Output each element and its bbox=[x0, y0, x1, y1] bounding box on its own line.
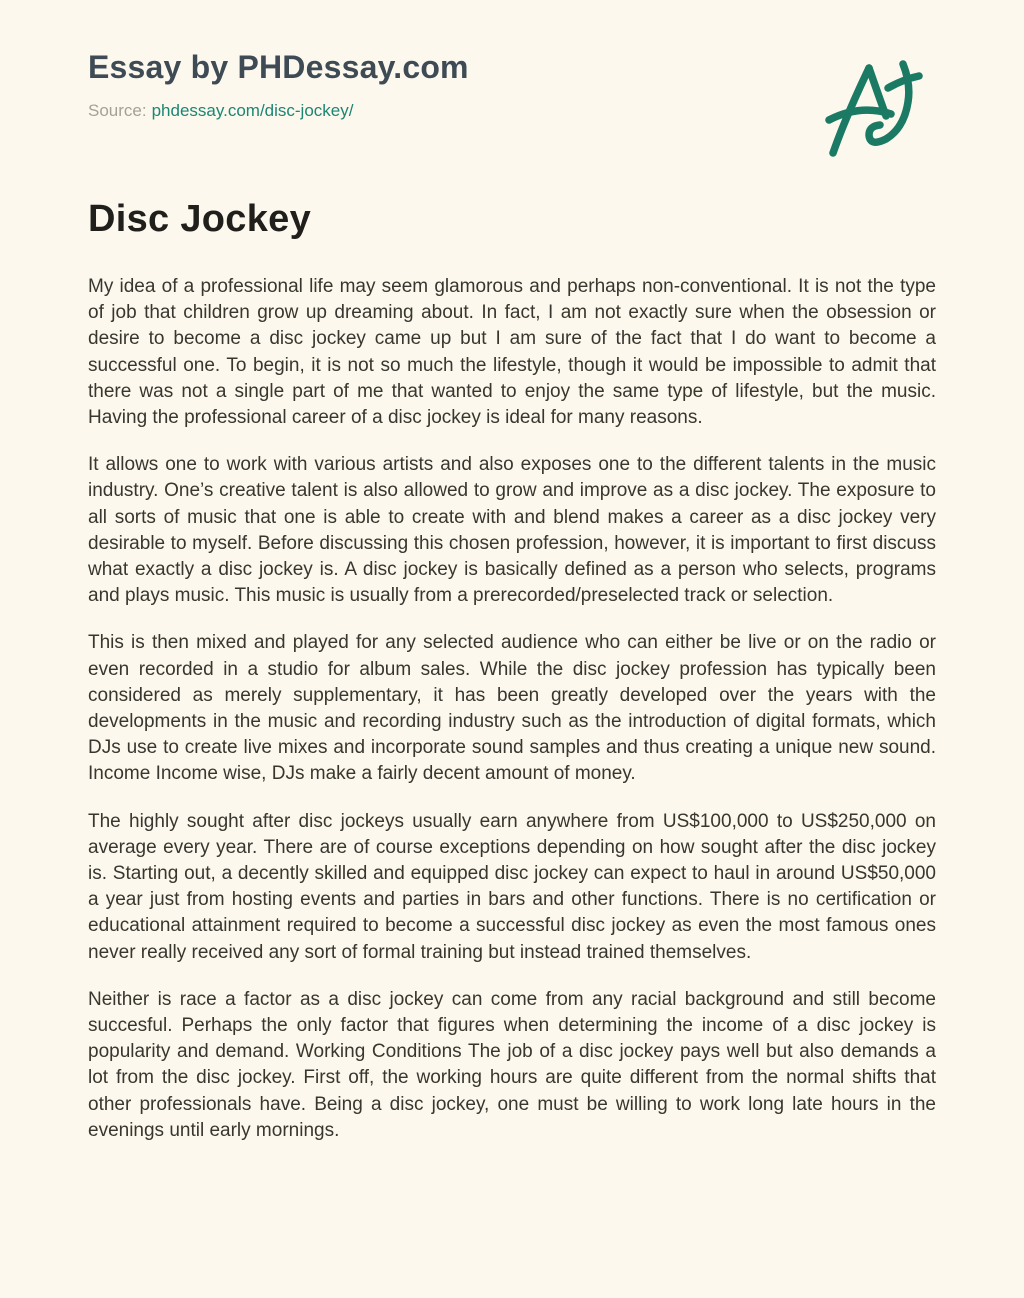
page-title: Disc Jockey bbox=[88, 198, 312, 240]
essay-paragraph-2: It allows one to work with various artists and also exposes one to the different talents in the music industry. One’s creative talent is also allowed to grow and improve as a disc jockey. The exposure to all sorts of music that one is able to create with and blend makes a career as a disc jockey very desirable to myself. Before discussing this chosen profession, however, it is important to first discuss what exactly a disc jockey is. A disc jockey is basically defined as a person who selects, programs and plays music. This music is usually from a prerecorded/preselected track or selection. bbox=[88, 454, 936, 607]
essay-paragraph-1: My idea of a professional life may seem glamorous and perhaps non-conventional. It is not the type of job that children grow up dreaming about. In fact, I am not exactly sure when the obsession or desire to become a disc jockey came up but I am sure of the fact that I do want to become a successful one. To begin, it is not so much the lifestyle, though it would be impossible to admit that there was not a single part of me that wanted to enjoy the same type of lifestyle, but the music. Having the professional career of a disc jockey is ideal for many reasons. bbox=[88, 276, 936, 429]
a-plus-logo-icon bbox=[824, 58, 928, 162]
page-header bbox=[88, 48, 936, 122]
essay-paragraph-3: This is then mixed and played for any selected audience who can either be live or on the radio or even recorded in a studio for album sales. While the disc jockey profession has typically been considered as merely supplementary, it has been greatly developed over the years with the developments in the music and recording industry such as the introduction of digital formats, which DJs use to create live mixes and incorporate sound samples and thus creating a unique new sound. Income Income wise, DJs make a fairly decent amount of money. bbox=[88, 632, 936, 785]
byline: Essay by PHDessay.com bbox=[88, 49, 469, 85]
essay-paragraph-4: The highly sought after disc jockeys usually earn anywhere from US$100,000 to US$250,000 on average every year. There are of course exceptions depending on how sought after the disc jockey is. Starting out, a decently skilled and equipped disc jockey can expect to haul in around US$50,000 a year just from hosting events and parties in bars and other functions. There is no certification or educational attainment required to become a successful disc jockey as even the most famous ones never really received any sort of formal training but instead trained themselves. bbox=[88, 810, 936, 963]
source-link[interactable]: phdessay.com/disc-jockey/ bbox=[151, 101, 354, 120]
essay-paragraph-5: Neither is race a factor as a disc jockey can come from any racial background and still become succesful. Perhaps the only factor that figures when determining the income of a disc jockey is popularity and demand. Working Conditions The job of a disc jockey pays well but also demands a lot from the disc jockey. First off, the working hours are quite different from the normal shifts that other professionals have. Being a disc jockey, one must be willing to work long late hours in the evenings until early mornings. bbox=[88, 988, 936, 1141]
source-label: Source: bbox=[88, 101, 147, 120]
essay-body bbox=[88, 274, 936, 1144]
source-row bbox=[88, 100, 936, 122]
